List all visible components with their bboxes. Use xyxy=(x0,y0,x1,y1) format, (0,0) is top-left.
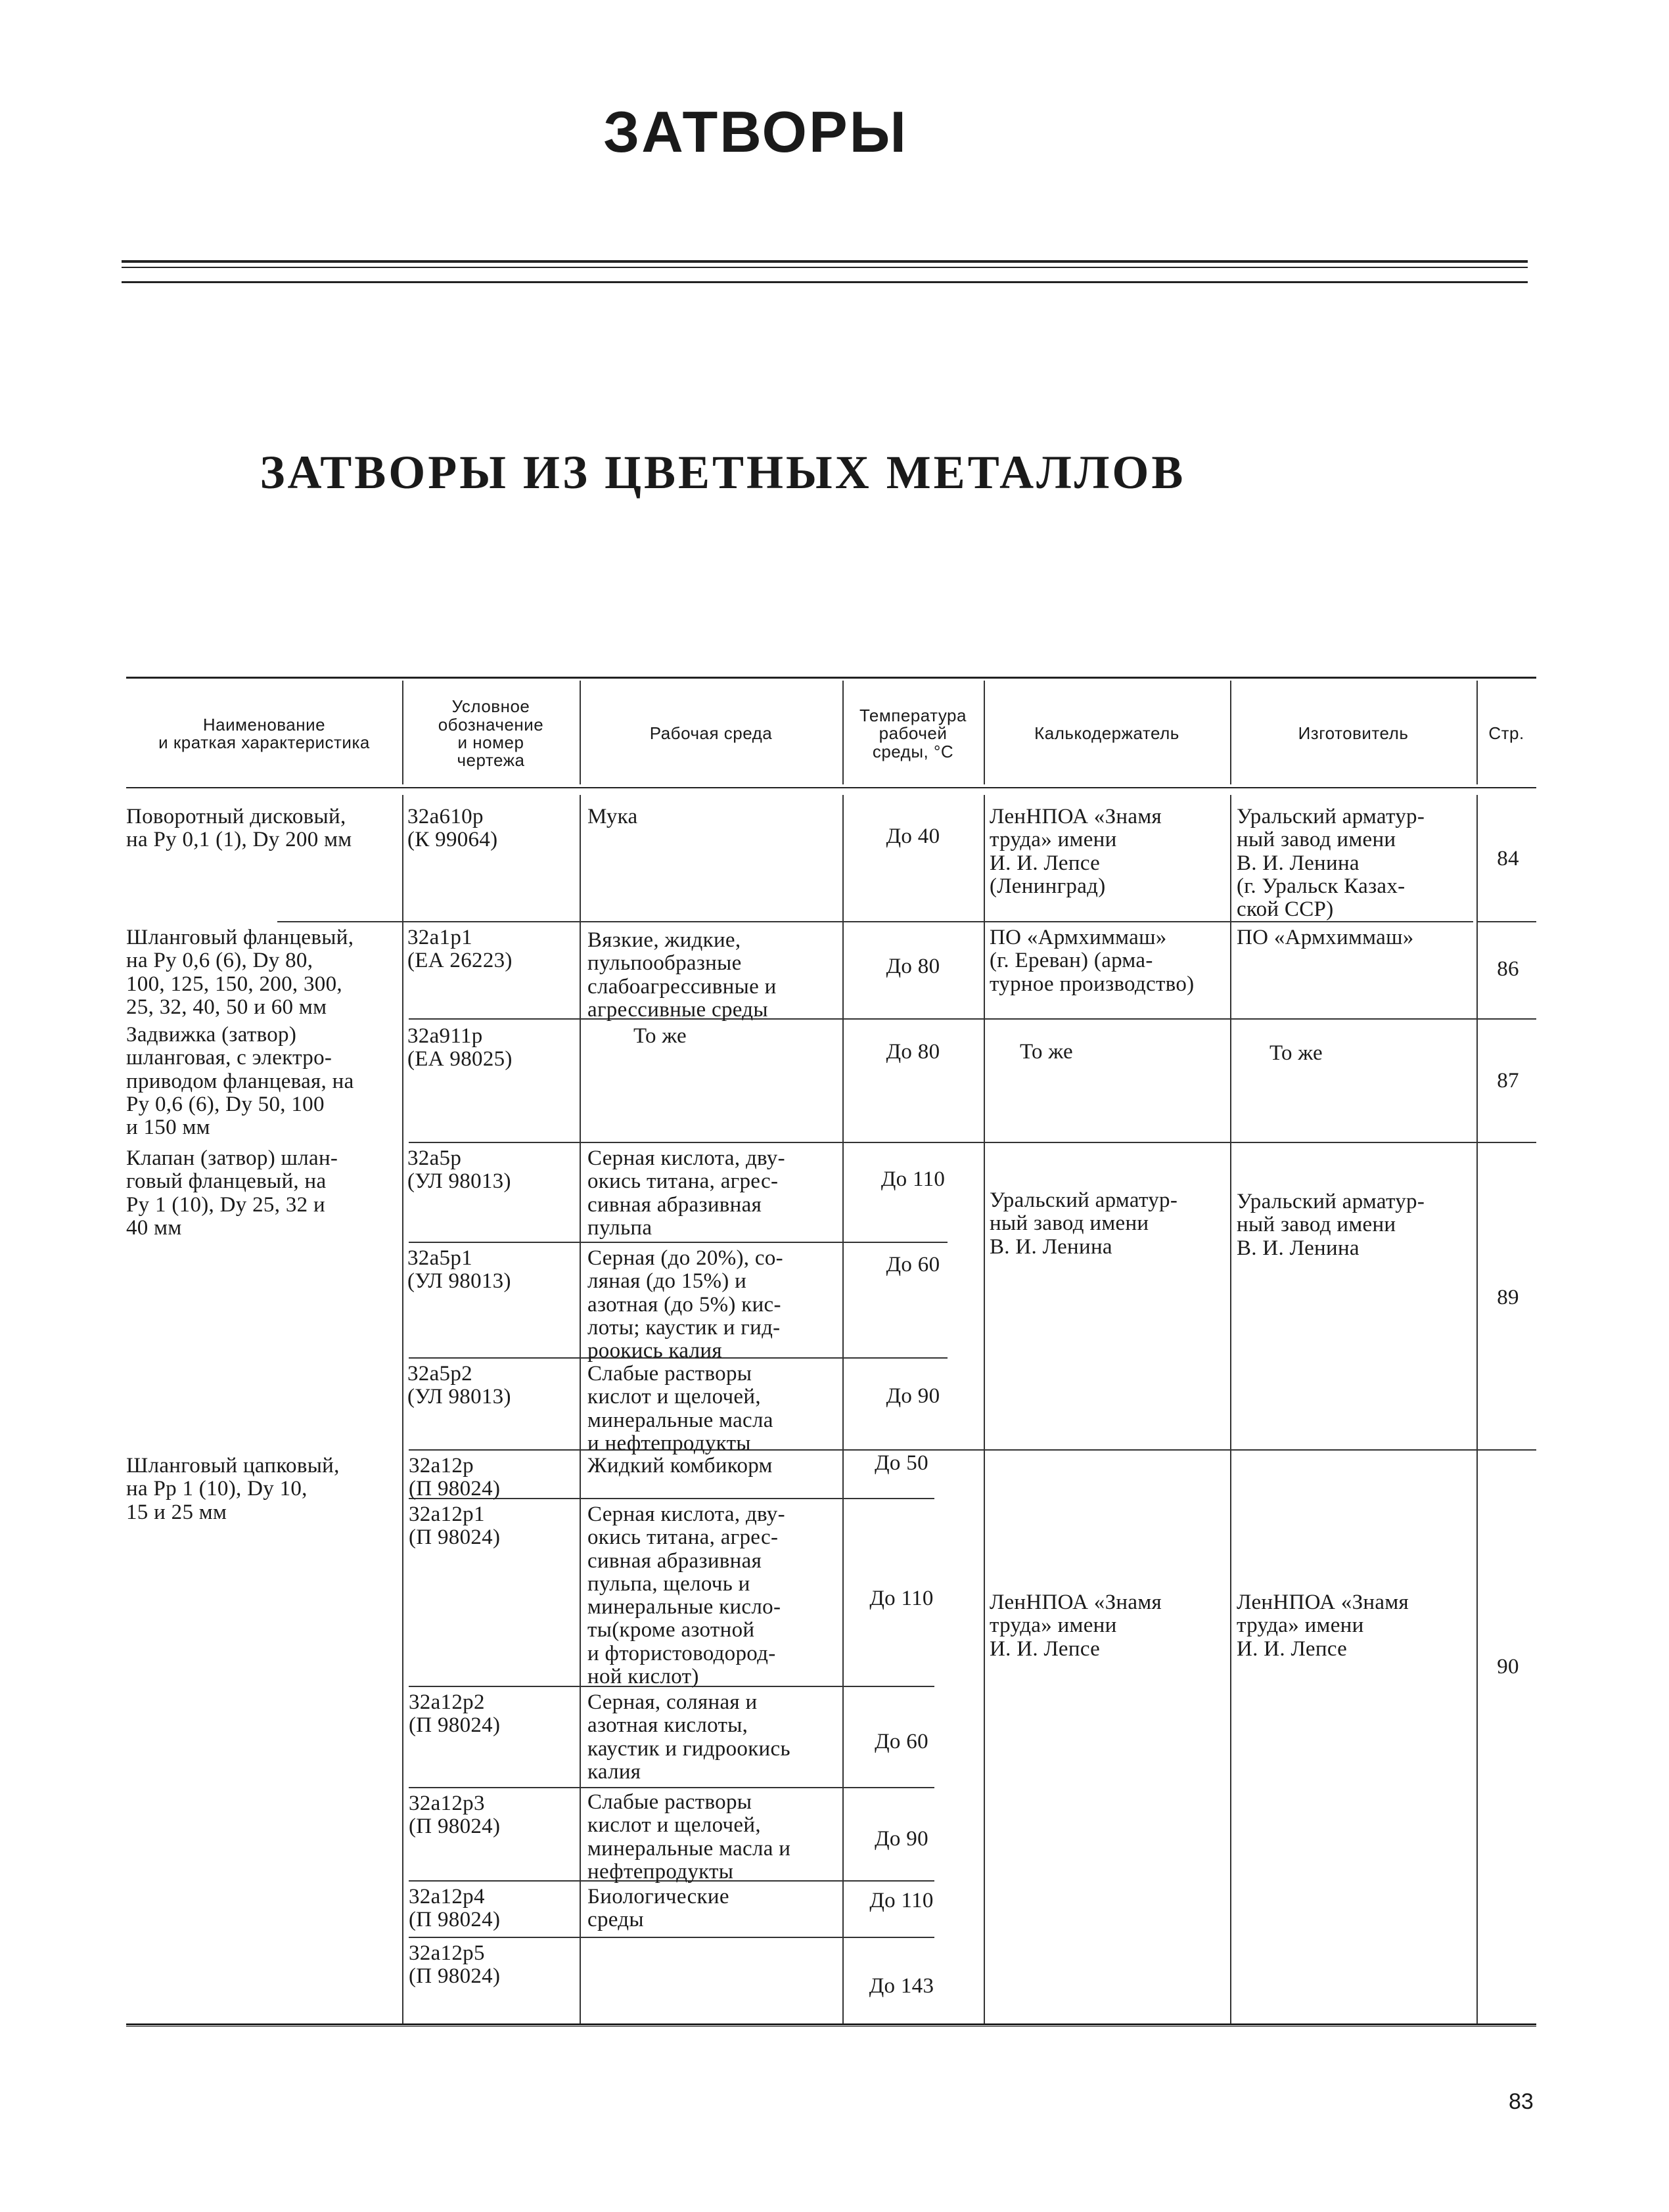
row-separator xyxy=(409,1142,1536,1143)
cell-manufacturer: То же xyxy=(1269,1041,1323,1065)
row-separator xyxy=(409,1937,934,1938)
cell-medium: Жидкий комбикорм xyxy=(587,1454,773,1478)
cell-medium: То же xyxy=(633,1024,687,1048)
cell-temperature: До 50 xyxy=(875,1451,928,1475)
cell-designation: 32а12р4 (П 98024) xyxy=(409,1885,501,1932)
table-top-rule xyxy=(126,677,1536,679)
cell-holder: ПО «Армхиммаш» (г. Ереван) (арма- турное производство) xyxy=(990,926,1195,996)
header-separator xyxy=(402,681,403,784)
cell-medium: Серная, соляная и азотная кислоты, каустик и гидроокись калия xyxy=(587,1690,790,1784)
header-holder: Калькодержатель xyxy=(1034,723,1179,744)
cell-holder: Уральский арматур- ный завод имени В. И. Ленина xyxy=(990,1188,1178,1259)
cell-designation: 32а5р2 (УЛ 98013) xyxy=(407,1362,511,1409)
cell-manufacturer: ПО «Армхиммаш» xyxy=(1237,926,1414,949)
cell-medium: Серная кислота, дву- окись титана, агрес- сивная абразивная пульпа xyxy=(587,1146,785,1240)
cell-medium: Слабые растворы кислот и щелочей, минеральные масла и нефтепродукты xyxy=(587,1790,791,1884)
section-title: ЗАТВОРЫ ИЗ ЦВЕТНЫХ МЕТАЛЛОВ xyxy=(260,445,1186,499)
header-separator xyxy=(984,681,985,784)
cell-name: Клапан (затвор) шлан- говый фланцевый, на Pу 1 (10), Dу 25, 32 и 40 мм xyxy=(126,1146,338,1240)
column-separator xyxy=(402,795,403,2023)
header-separator xyxy=(580,681,581,784)
cell-page: 84 xyxy=(1497,847,1519,870)
cell-temperature: До 60 xyxy=(886,1253,940,1276)
header-separator xyxy=(1476,681,1478,784)
row-separator xyxy=(409,1242,948,1243)
cell-holder: ЛенНПОА «Знамя труда» имени И. И. Лепсе (Ленинград) xyxy=(990,805,1162,898)
cell-name: Шланговый цапковый, на Pр 1 (10), Dу 10, 15 и 25 мм xyxy=(126,1454,340,1524)
cell-medium: Слабые растворы кислот и щелочей, минеральные масла и нефтепродукты xyxy=(587,1362,773,1455)
cell-holder: То же xyxy=(1020,1040,1073,1064)
header-separator xyxy=(842,681,844,784)
cell-designation: 32а12р1 (П 98024) xyxy=(409,1502,501,1550)
row-separator xyxy=(409,1018,1536,1020)
row-separator xyxy=(409,1449,1536,1451)
cell-manufacturer: Уральский арматур- ный завод имени В. И. Ленина (г. Уральск Казах- ской ССР) xyxy=(1237,805,1425,922)
cell-holder: ЛенНПОА «Знамя труда» имени И. И. Лепсе xyxy=(990,1591,1162,1661)
cell-manufacturer: ЛенНПОА «Знамя труда» имени И. И. Лепсе xyxy=(1237,1591,1409,1661)
row-separator xyxy=(1476,921,1536,922)
title-rule-thick xyxy=(122,260,1528,263)
row-separator xyxy=(409,1787,934,1788)
column-separator xyxy=(1476,795,1478,2023)
cell-temperature: До 40 xyxy=(886,824,940,848)
title-rule-lower xyxy=(122,281,1528,283)
header-manufacturer: Изготовитель xyxy=(1298,723,1409,744)
cell-medium: Биологические среды xyxy=(587,1885,729,1932)
header-page: Стр. xyxy=(1488,723,1524,744)
column-separator xyxy=(984,795,985,2023)
cell-designation: 32а5р1 (УЛ 98013) xyxy=(407,1246,511,1294)
column-separator xyxy=(580,795,581,2023)
cell-temperature: До 60 xyxy=(875,1730,928,1753)
cell-manufacturer: Уральский арматур- ный завод имени В. И. Ленина xyxy=(1237,1190,1425,1260)
header-bottom-rule xyxy=(126,787,1536,788)
cell-page: 89 xyxy=(1497,1286,1519,1309)
cell-page: 87 xyxy=(1497,1069,1519,1093)
cell-temperature: До 80 xyxy=(886,955,940,978)
header-temperature: Температура рабочей среды, °С xyxy=(859,706,967,761)
cell-page: 90 xyxy=(1497,1655,1519,1679)
cell-designation: 32а5р (УЛ 98013) xyxy=(407,1146,511,1194)
page-title: ЗАТВОРЫ xyxy=(603,99,908,164)
cell-temperature: До 110 xyxy=(869,1889,934,1912)
cell-temperature: До 143 xyxy=(869,1974,934,1998)
cell-temperature: До 90 xyxy=(875,1827,928,1851)
cell-medium: Мука xyxy=(587,805,638,828)
cell-page: 86 xyxy=(1497,957,1519,981)
title-rule-thin xyxy=(122,267,1528,268)
cell-temperature: До 90 xyxy=(886,1384,940,1408)
cell-name: Задвижка (затвор) шланговая, с электро- приводом фланцевая, на Pу 0,6 (6), Dу 50, 100 и 150 мм xyxy=(126,1023,354,1140)
header-designation: Условное обозначение и номер чертежа xyxy=(438,696,544,771)
cell-designation: 32а12р2 (П 98024) xyxy=(409,1690,501,1738)
page-number: 83 xyxy=(1509,2089,1534,2114)
header-medium: Рабочая среда xyxy=(649,723,773,744)
cell-designation: 32а12р3 (П 98024) xyxy=(409,1792,501,1839)
cell-medium: Серная (до 20%), со- ляная (до 15%) и азотная (до 5%) кис- лоты; каустик и гид- роокись калия xyxy=(587,1246,783,1363)
cell-temperature: До 110 xyxy=(880,1167,946,1191)
cell-name: Поворотный дисковый, на Pу 0,1 (1), Dу 200 мм xyxy=(126,805,352,852)
cell-temperature: До 110 xyxy=(869,1587,934,1610)
cell-medium: Вязкие, жидкие, пульпообразные слабоагрессивные и агрессивные среды xyxy=(587,928,777,1022)
cell-name: Шланговый фланцевый, на Pу 0,6 (6), Dу 80, 100, 125, 150, 200, 300, 25, 32, 40, 50 и 60 мм xyxy=(126,926,354,1019)
column-separator xyxy=(1230,795,1231,2023)
header-separator xyxy=(1230,681,1231,784)
cell-designation: 32а1р1 (ЕА 26223) xyxy=(407,926,513,973)
table-bottom-rule xyxy=(126,2023,1536,2025)
cell-designation: 32а12р (П 98024) xyxy=(409,1454,501,1501)
cell-temperature: До 80 xyxy=(886,1040,940,1064)
cell-designation: 32а911р (ЕА 98025) xyxy=(407,1024,513,1072)
cell-medium: Серная кислота, дву- окись титана, агрес- сивная абразивная пульпа, щелочь и минеральные кисло- ты(кроме азотной и фтористоводород- ной кислот) xyxy=(587,1502,785,1689)
table-bottom-rule-thin xyxy=(126,2026,1536,2027)
cell-designation: 32а12р5 (П 98024) xyxy=(409,1941,501,1989)
cell-designation: 32а610р (К 99064) xyxy=(407,805,498,852)
column-separator xyxy=(842,795,844,2023)
header-name: Наименование и краткая характеристика xyxy=(158,714,370,752)
